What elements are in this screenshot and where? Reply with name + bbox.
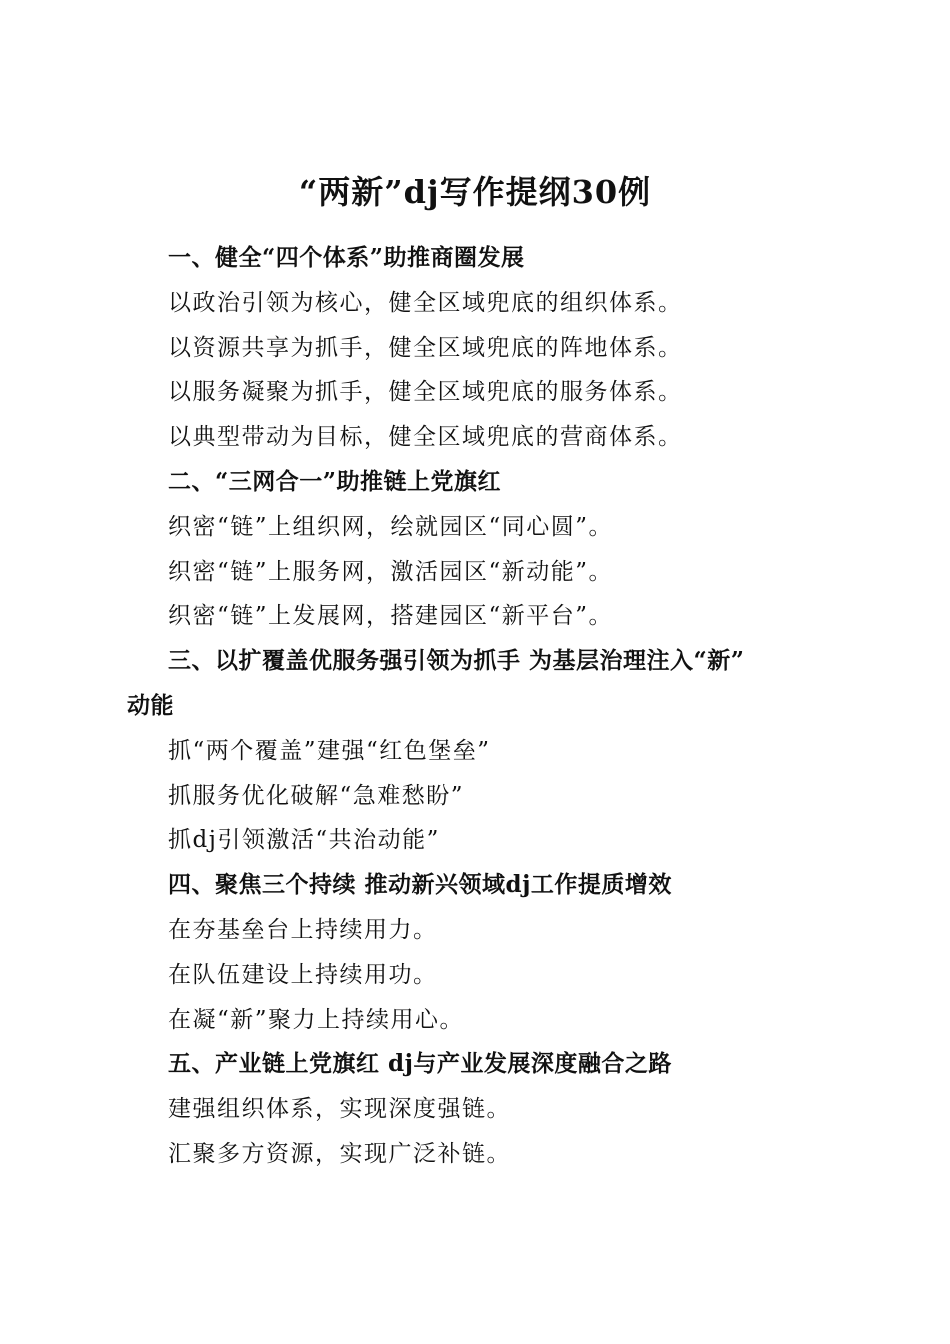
section-item: 以政治引领为核心，健全区域兜底的组织体系。 <box>168 289 683 316</box>
document-body <box>127 236 817 1177</box>
section-item: 在夯基垒台上持续用力。 <box>168 916 438 943</box>
section-item: 以服务凝聚为抓手，健全区域兜底的服务体系。 <box>168 379 683 406</box>
section-heading: 四、聚焦三个持续 推动新兴领域dj工作提质增效 <box>168 871 672 899</box>
section-item: 织密“链”上服务网，激活园区“新动能”。 <box>168 558 614 585</box>
section-item: 织密“链”上发展网，搭建园区“新平台”。 <box>168 603 614 630</box>
section-heading: 二、“三网合一”助推链上党旗红 <box>168 467 501 495</box>
section-item: 汇聚多方资源，实现广泛补链。 <box>168 1140 511 1167</box>
section-item: 抓dj引领激活“共治动能” <box>168 827 440 854</box>
section-heading: 五、产业链上党旗红 dj与产业发展深度融合之路 <box>168 1050 672 1078</box>
section-heading: 一、健全“四个体系”助推商圈发展 <box>168 244 525 271</box>
section-item: 在队伍建设上持续用功。 <box>168 961 438 988</box>
section-item: 以典型带动为目标，健全区域兜底的营商体系。 <box>168 424 683 451</box>
section-item: 抓服务优化破解“急难愁盼” <box>168 782 465 809</box>
document-title: “两新”dj写作提纲30例 <box>298 173 652 211</box>
section-heading: 三、以扩覆盖优服务强引领为抓手 为基层治理注入“新” <box>168 647 745 675</box>
section-item: 在凝“新”聚力上持续用心。 <box>168 1006 465 1033</box>
section-item: 建强组织体系，实现深度强链。 <box>168 1096 511 1123</box>
section-item: 抓“两个覆盖”建强“红色堡垒” <box>168 737 491 764</box>
section-item: 以资源共享为抓手，健全区域兜底的阵地体系。 <box>168 334 683 361</box>
section-heading-continuation: 动能 <box>127 691 174 719</box>
section-item: 织密“链”上组织网，绘就园区“同心圆”。 <box>168 513 614 540</box>
